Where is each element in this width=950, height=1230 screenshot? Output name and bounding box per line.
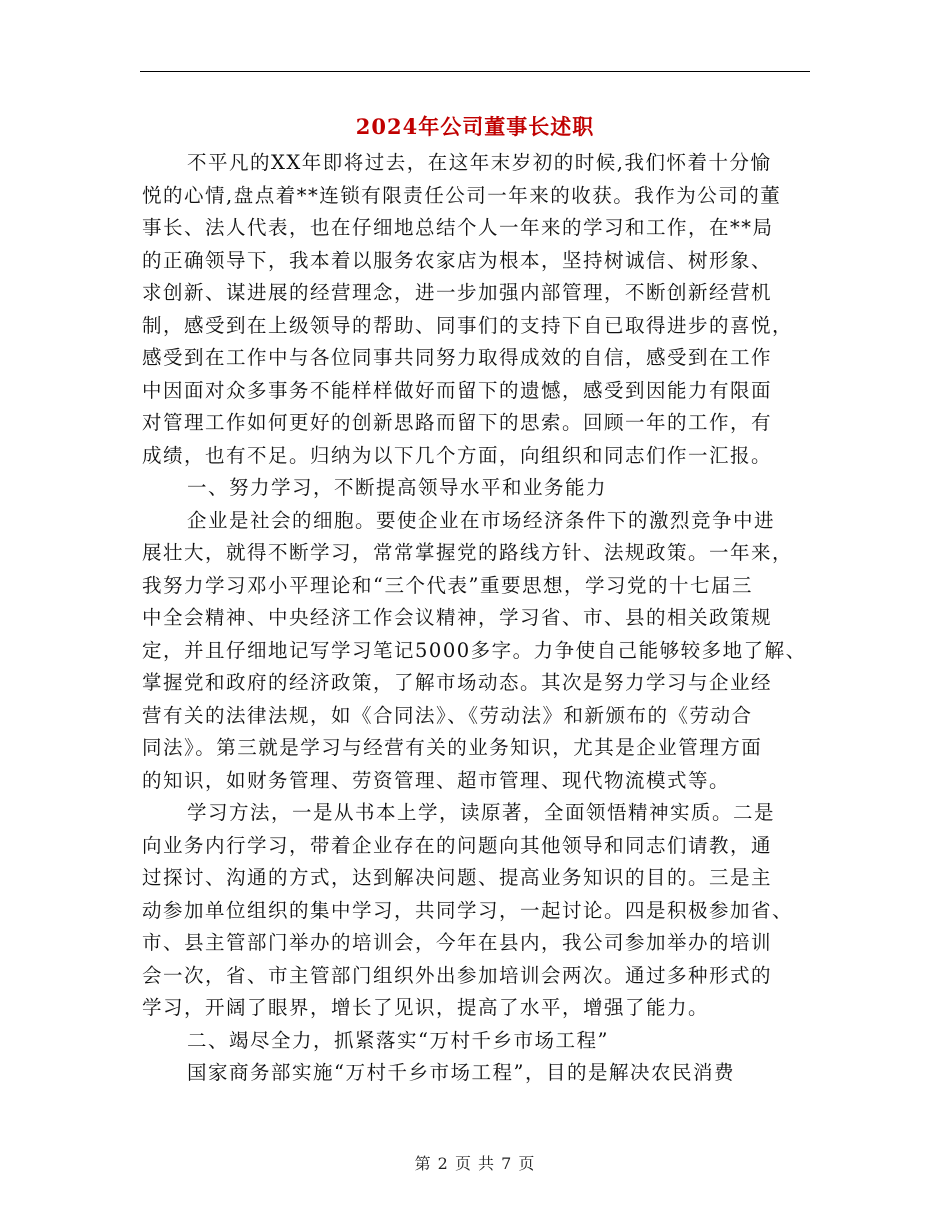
text-line: 悦的心情,盘点着**连锁有限责任公司一年来的收获。我作为公司的董 (142, 183, 782, 207)
text-line: 企业是社会的细胞。要使企业在市场经济条件下的激烈竞争中进 (187, 508, 776, 532)
text-line: 成绩，也有不足。归纳为以下几个方面，向组织和同志们作一汇报。 (142, 443, 773, 467)
text-line: 对管理工作如何更好的创新思路而留下的思索。回顾一年的工作，有 (142, 411, 773, 434)
header-rule (140, 71, 810, 72)
text-line: 向业务内行学习，带着企业存在的问题向其他领导和同志们请教，通 (142, 833, 773, 857)
text-line: 过探讨、沟通的方式，达到解决问题、提高业务知识的目的。三是主 (142, 866, 773, 889)
text-line: 的知识，如财务管理、劳资管理、超市管理、现代物流模式等。 (142, 768, 731, 792)
text-line: 展壮大，就得不断学习，常常掌握党的路线方针、法规政策。一年来， (142, 541, 794, 564)
text-line: 学习，开阔了眼界，增长了见识，提高了水平，增强了能力。 (142, 996, 710, 1019)
text-line: 同法》。第三就是学习与经营有关的业务知识，尤其是企业管理方面 (142, 736, 763, 759)
text-line: 国家商务部实施“万村千乡市场工程”，目的是解决农民消费 (187, 1061, 735, 1084)
text-line: 感受到在工作中与各位同事共同努力取得成效的自信，感受到在工作 (142, 346, 773, 369)
page-number-footer: 第 2 页 共 7 页 (414, 1154, 536, 1173)
text-line: 学习方法，一是从书本上学，读原著，全面领悟精神实质。二是 (187, 801, 776, 824)
text-line: 掌握党和政府的经济政策，了解市场动态。其次是努力学习与企业经 (142, 671, 773, 694)
text-line: 中因面对众多事务不能样样做好而留下的遗憾，感受到因能力有限面 (142, 378, 773, 402)
text-line: 动参加单位组织的集中学习，共同学习，一起讨论。四是积极参加省、 (142, 898, 794, 922)
text-line: 的正确领导下，我本着以服务农家店为根本，坚持树诚信、树形象、 (142, 248, 773, 272)
text-line: 市、县主管部门举办的培训会，今年在县内，我公司参加举办的培训 (142, 931, 773, 954)
text-line: 定，并且仔细地记写学习笔记5000多字。力争使自己能够较多地了解、 (142, 638, 807, 662)
text-line: 不平凡的XX年即将过去，在这年末岁初的时候,我们怀着十分愉 (187, 151, 772, 174)
document-title: 2024年公司董事长述职 (355, 114, 595, 139)
text-line: 求创新、谋进展的经营理念，进一步加强内部管理，不断创新经营机 (142, 281, 773, 304)
text-line: 制，感受到在上级领导的帮助、同事们的支持下自已取得进步的喜悦， (142, 313, 794, 337)
section-heading: 二、竭尽全力，抓紧落实“万村千乡市场工程” (187, 1028, 609, 1052)
section-heading: 一、努力学习，不断提高领导水平和业务能力 (187, 476, 608, 499)
text-line: 中全会精神、中央经济工作会议精神，学习省、市、县的相关政策规 (142, 606, 773, 629)
text-line: 事长、法人代表，也在仔细地总结个人一年来的学习和工作，在**局 (142, 216, 774, 239)
document-body (142, 147, 818, 1090)
text-line: 我努力学习邓小平理论和“三个代表”重要思想，学习党的十七届三 (142, 573, 753, 597)
text-line: 营有关的法律法规，如《合同法》、《劳动法》和新颁布的《劳动合 (142, 703, 753, 727)
text-line: 会一次，省、市主管部门组织外出参加培训会两次。通过多种形式的 (142, 963, 773, 987)
